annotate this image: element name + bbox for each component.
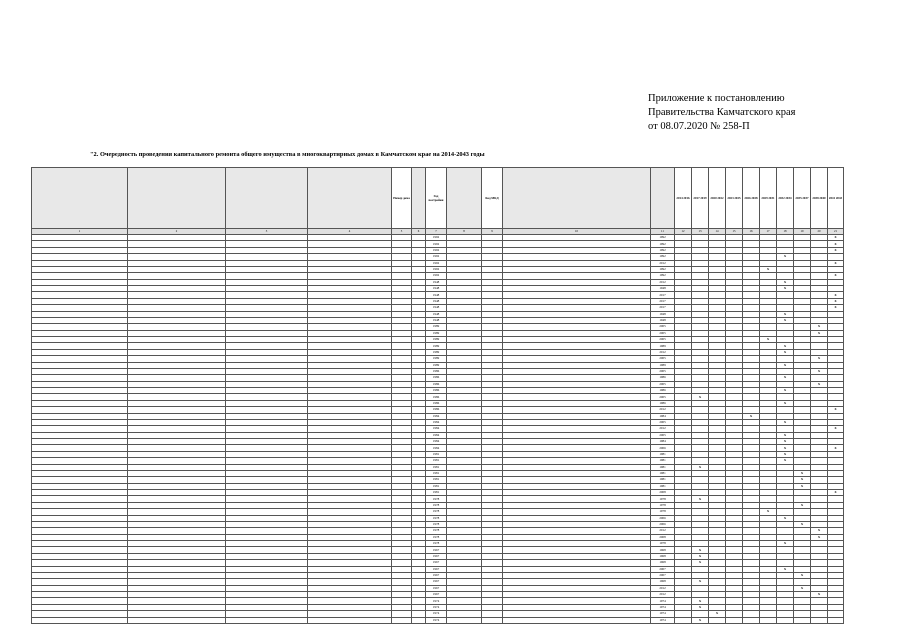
period-mark-cell bbox=[811, 617, 828, 623]
table-cell bbox=[503, 617, 651, 623]
header-cell: Номер дома bbox=[392, 168, 412, 229]
table-cell: 2012 bbox=[651, 528, 675, 534]
table-cell: 1992 bbox=[426, 260, 447, 266]
table-cell: 1986 bbox=[426, 388, 447, 394]
period-mark-cell: X bbox=[760, 509, 777, 515]
table-cell bbox=[32, 617, 128, 623]
period-mark-cell: X bbox=[828, 305, 844, 311]
attachment-line-1: Приложение к постановлению bbox=[648, 93, 785, 104]
table-cell: 1978 bbox=[426, 502, 447, 508]
table-cell: 1967 bbox=[426, 547, 447, 553]
table-cell: 1967 bbox=[426, 566, 447, 572]
period-mark-cell: X bbox=[777, 388, 794, 394]
table-cell: 1986 bbox=[651, 388, 675, 394]
period-mark-cell: X bbox=[777, 515, 794, 521]
column-number-cell: 16 bbox=[743, 229, 760, 235]
column-number-cell: 11 bbox=[651, 229, 675, 235]
table-cell: 1992 bbox=[426, 254, 447, 260]
table-cell: 2005 bbox=[651, 381, 675, 387]
period-mark-cell: X bbox=[777, 286, 794, 292]
table-cell: 1992 bbox=[651, 235, 675, 241]
table-cell: 2017 bbox=[651, 292, 675, 298]
period-mark-cell: X bbox=[777, 432, 794, 438]
period-mark-cell: X bbox=[794, 470, 811, 476]
table-cell: 1967 bbox=[426, 585, 447, 591]
period-mark-cell: X bbox=[692, 617, 709, 623]
table-cell: 1974 bbox=[426, 611, 447, 617]
table-cell: 1989 bbox=[426, 356, 447, 362]
header-cell bbox=[412, 168, 426, 229]
header-cell bbox=[651, 168, 675, 229]
table-cell: 2005 bbox=[651, 356, 675, 362]
table-cell: 1948 bbox=[426, 305, 447, 311]
table-cell: 1948 bbox=[651, 286, 675, 292]
header-cell: 2014 2016 bbox=[675, 168, 692, 229]
period-mark-cell: X bbox=[811, 528, 828, 534]
period-mark-cell: X bbox=[794, 502, 811, 508]
table-cell: 1948 bbox=[426, 311, 447, 317]
period-mark-cell: X bbox=[828, 407, 844, 413]
column-number-cell: 15 bbox=[726, 229, 743, 235]
table-cell bbox=[226, 617, 308, 623]
table-cell: 1992 bbox=[651, 273, 675, 279]
period-mark-cell: X bbox=[692, 560, 709, 566]
period-mark-cell: X bbox=[811, 324, 828, 330]
table-cell: 2005 bbox=[651, 324, 675, 330]
period-mark-cell: X bbox=[811, 592, 828, 598]
table-cell: 1974 bbox=[651, 617, 675, 623]
table-cell: 1992 bbox=[426, 241, 447, 247]
period-mark-cell: X bbox=[777, 400, 794, 406]
table-cell: 1981 bbox=[426, 490, 447, 496]
table-cell bbox=[482, 617, 503, 623]
table-cell: 1986 bbox=[426, 375, 447, 381]
period-mark-cell bbox=[760, 617, 777, 623]
table-cell: 1967 bbox=[426, 579, 447, 585]
table-cell: 1986 bbox=[426, 368, 447, 374]
period-mark-cell: X bbox=[811, 368, 828, 374]
table-cell: 1948 bbox=[426, 298, 447, 304]
period-mark-cell: X bbox=[777, 458, 794, 464]
table-cell: 1981 bbox=[426, 451, 447, 457]
header-cell: 2023 2025 bbox=[726, 168, 743, 229]
period-mark-cell: X bbox=[828, 445, 844, 451]
table-cell: 1992 bbox=[426, 247, 447, 253]
period-mark-cell: X bbox=[777, 375, 794, 381]
period-mark-cell: X bbox=[777, 279, 794, 285]
table-cell: 1981 bbox=[651, 458, 675, 464]
header-cell bbox=[226, 168, 308, 229]
table-cell bbox=[392, 617, 412, 623]
table-cell: 2012 bbox=[651, 592, 675, 598]
table-cell: 2012 bbox=[651, 407, 675, 413]
table-cell: 1967 bbox=[426, 553, 447, 559]
column-number-cell: 5 bbox=[392, 229, 412, 235]
table-cell: 2012 bbox=[651, 260, 675, 266]
period-mark-cell bbox=[675, 617, 692, 623]
period-mark-cell: X bbox=[777, 317, 794, 323]
table-cell: 1989 bbox=[426, 337, 447, 343]
table-cell: 1986 bbox=[426, 381, 447, 387]
table-cell: 1981 bbox=[651, 464, 675, 470]
table-cell: 1981 bbox=[426, 458, 447, 464]
header-cell: 2017 2019 bbox=[692, 168, 709, 229]
table-cell: 1974 bbox=[651, 604, 675, 610]
column-number-cell: 13 bbox=[692, 229, 709, 235]
period-mark-cell: X bbox=[811, 356, 828, 362]
period-mark-cell: X bbox=[828, 490, 844, 496]
period-mark-cell: X bbox=[777, 445, 794, 451]
period-mark-cell: X bbox=[692, 394, 709, 400]
period-mark-cell: X bbox=[777, 541, 794, 547]
header-cell: 2029 2031 bbox=[760, 168, 777, 229]
column-number-cell: 20 bbox=[811, 229, 828, 235]
column-number-cell: 17 bbox=[760, 229, 777, 235]
period-mark-cell: X bbox=[811, 330, 828, 336]
period-mark-cell: X bbox=[692, 598, 709, 604]
table-cell: 1986 bbox=[651, 375, 675, 381]
period-mark-cell: X bbox=[794, 477, 811, 483]
header-cell bbox=[128, 168, 226, 229]
table-cell: 2007 bbox=[651, 566, 675, 572]
table-cell: 1978 bbox=[426, 515, 447, 521]
header-cell: 2032 2034 bbox=[777, 168, 794, 229]
table-cell: 1978 bbox=[426, 528, 447, 534]
table-cell: 2006 bbox=[651, 521, 675, 527]
table-cell: 1978 bbox=[651, 502, 675, 508]
period-mark-cell: X bbox=[743, 413, 760, 419]
column-number-cell: 2 bbox=[128, 229, 226, 235]
column-number-cell: 21 bbox=[828, 229, 844, 235]
table-cell: 1978 bbox=[426, 534, 447, 540]
period-mark-cell bbox=[794, 617, 811, 623]
table-cell: 1984 bbox=[426, 445, 447, 451]
table-cell: 1984 bbox=[651, 413, 675, 419]
table-cell: 1948 bbox=[426, 279, 447, 285]
period-mark-cell bbox=[726, 617, 743, 623]
table-cell: 1984 bbox=[426, 439, 447, 445]
period-mark-cell: X bbox=[828, 273, 844, 279]
table-cell: 2005 bbox=[651, 432, 675, 438]
table-cell: 1967 bbox=[426, 592, 447, 598]
table-cell: 1981 bbox=[651, 477, 675, 483]
table-cell: 2005 bbox=[651, 330, 675, 336]
table-cell: 2005 bbox=[651, 337, 675, 343]
table-cell: 1974 bbox=[651, 598, 675, 604]
attachment-line-2: Правительства Камчатского края bbox=[648, 107, 796, 118]
table-cell: 1978 bbox=[651, 541, 675, 547]
period-mark-cell: X bbox=[811, 381, 828, 387]
column-number-cell: 7 bbox=[426, 229, 447, 235]
table-cell: 1978 bbox=[651, 496, 675, 502]
period-mark-cell: X bbox=[828, 298, 844, 304]
header-cell: Код МКД bbox=[482, 168, 503, 229]
table-cell: 1989 bbox=[426, 349, 447, 355]
period-mark-cell: X bbox=[692, 496, 709, 502]
column-number-cell: 4 bbox=[308, 229, 392, 235]
column-number-cell: 14 bbox=[709, 229, 726, 235]
table-cell: 1992 bbox=[651, 241, 675, 247]
table-cell: 1981 bbox=[426, 470, 447, 476]
table-cell: 1968 bbox=[651, 560, 675, 566]
period-mark-cell: X bbox=[794, 521, 811, 527]
period-mark-cell: X bbox=[777, 311, 794, 317]
repair-schedule-table bbox=[31, 167, 844, 624]
period-mark-cell: X bbox=[692, 579, 709, 585]
period-mark-cell: X bbox=[828, 292, 844, 298]
header-cell: 2041 2043 bbox=[828, 168, 844, 229]
period-mark-cell: X bbox=[777, 451, 794, 457]
table-cell: 1978 bbox=[426, 521, 447, 527]
table-cell: 1989 bbox=[426, 362, 447, 368]
column-number-cell: 3 bbox=[226, 229, 308, 235]
table-cell: 1974 bbox=[651, 611, 675, 617]
table-cell: 1948 bbox=[426, 292, 447, 298]
column-number-cell: 8 bbox=[447, 229, 482, 235]
column-number-cell: 18 bbox=[777, 229, 794, 235]
table-cell: 1984 bbox=[426, 419, 447, 425]
period-mark-cell: X bbox=[692, 547, 709, 553]
table-cell: 2012 bbox=[651, 426, 675, 432]
period-mark-cell: X bbox=[709, 611, 726, 617]
table-cell bbox=[308, 617, 392, 623]
period-mark-cell: X bbox=[760, 337, 777, 343]
table-cell: 1967 bbox=[426, 572, 447, 578]
table-cell: 2005 bbox=[651, 419, 675, 425]
period-mark-cell: X bbox=[777, 419, 794, 425]
period-mark-cell: X bbox=[794, 572, 811, 578]
period-mark-cell: X bbox=[811, 534, 828, 540]
table-cell: 1981 bbox=[426, 477, 447, 483]
period-mark-cell: X bbox=[828, 235, 844, 241]
header-cell: 2026 2028 bbox=[743, 168, 760, 229]
table-cell: 1978 bbox=[651, 509, 675, 515]
period-mark-cell: X bbox=[692, 553, 709, 559]
table-cell: 1992 bbox=[426, 235, 447, 241]
period-mark-cell: X bbox=[828, 241, 844, 247]
table-cell: 2012 bbox=[651, 349, 675, 355]
column-number-cell: 10 bbox=[503, 229, 651, 235]
header-cell: Год постройки bbox=[426, 168, 447, 229]
column-number-cell: 9 bbox=[482, 229, 503, 235]
table-cell: 1981 bbox=[651, 470, 675, 476]
table-cell: 2017 bbox=[651, 305, 675, 311]
header-cell: 2038 2040 bbox=[811, 168, 828, 229]
period-mark-cell: X bbox=[777, 343, 794, 349]
table-cell: 1992 bbox=[651, 266, 675, 272]
document-heading: "2. Очередность проведения капитального ремонта общего имущества в многоквартирных домах в Камчатском крае на 2014-2043 годы bbox=[90, 151, 485, 158]
table-cell: 1981 bbox=[651, 483, 675, 489]
table-cell: 1984 bbox=[426, 413, 447, 419]
table-cell: 1974 bbox=[426, 604, 447, 610]
table-cell: 1948 bbox=[426, 286, 447, 292]
table-cell: 2005 bbox=[651, 368, 675, 374]
attachment-line-3: от 08.07.2020 № 258-П bbox=[648, 121, 750, 132]
table-cell bbox=[412, 617, 426, 623]
header-cell: 2020 2022 bbox=[709, 168, 726, 229]
period-mark-cell: X bbox=[794, 585, 811, 591]
table-cell: 2008 bbox=[651, 534, 675, 540]
period-mark-cell bbox=[743, 617, 760, 623]
table-cell: 1948 bbox=[651, 311, 675, 317]
table-cell: 1948 bbox=[426, 317, 447, 323]
table-cell: 2006 bbox=[651, 515, 675, 521]
table-cell: 1967 bbox=[426, 560, 447, 566]
table-cell: 1986 bbox=[651, 400, 675, 406]
table-cell: 1978 bbox=[426, 509, 447, 515]
table-cell bbox=[447, 617, 482, 623]
table-cell: 2006 bbox=[651, 445, 675, 451]
period-mark-cell bbox=[828, 617, 844, 623]
table-cell: 1968 bbox=[651, 553, 675, 559]
table-cell: 1989 bbox=[651, 343, 675, 349]
table-cell bbox=[128, 617, 226, 623]
table-cell: 1984 bbox=[426, 432, 447, 438]
table-cell: 1989 bbox=[426, 330, 447, 336]
column-number-cell: 6 bbox=[412, 229, 426, 235]
table-cell: 1986 bbox=[426, 407, 447, 413]
header-cell bbox=[32, 168, 128, 229]
table-cell: 1984 bbox=[426, 426, 447, 432]
period-mark-cell bbox=[709, 617, 726, 623]
table-cell: 1981 bbox=[426, 483, 447, 489]
table-cell: 2008 bbox=[651, 490, 675, 496]
column-number-cell: 19 bbox=[794, 229, 811, 235]
table-cell: 1948 bbox=[651, 317, 675, 323]
table-cell: 1974 bbox=[426, 617, 447, 623]
table-cell: 1989 bbox=[426, 324, 447, 330]
column-number-cell: 12 bbox=[675, 229, 692, 235]
header-cell bbox=[503, 168, 651, 229]
period-mark-cell: X bbox=[692, 604, 709, 610]
period-mark-cell: X bbox=[828, 260, 844, 266]
table-cell: 1986 bbox=[426, 400, 447, 406]
header-cell bbox=[447, 168, 482, 229]
table-cell: 1992 bbox=[651, 247, 675, 253]
period-mark-cell: X bbox=[777, 439, 794, 445]
table-row bbox=[32, 617, 844, 623]
table-cell: 1989 bbox=[426, 343, 447, 349]
period-mark-cell bbox=[777, 617, 794, 623]
table-cell: 2012 bbox=[651, 585, 675, 591]
period-mark-cell: X bbox=[794, 483, 811, 489]
period-mark-cell: X bbox=[777, 254, 794, 260]
table-cell: 1992 bbox=[651, 254, 675, 260]
table-cell: 2005 bbox=[651, 394, 675, 400]
header-cell bbox=[308, 168, 392, 229]
header-row bbox=[32, 168, 844, 229]
table-cell: 1989 bbox=[651, 362, 675, 368]
table-cell: 1981 bbox=[426, 464, 447, 470]
table-cell: 2012 bbox=[651, 279, 675, 285]
period-mark-cell: X bbox=[777, 566, 794, 572]
table-cell: 1968 bbox=[651, 547, 675, 553]
table-cell: 2007 bbox=[651, 572, 675, 578]
table-cell: 1968 bbox=[651, 579, 675, 585]
attachment-note bbox=[648, 92, 888, 134]
column-number-cell: 1 bbox=[32, 229, 128, 235]
period-mark-cell: X bbox=[760, 266, 777, 272]
table-cell: 2017 bbox=[651, 298, 675, 304]
period-mark-cell: X bbox=[777, 349, 794, 355]
period-mark-cell: X bbox=[777, 362, 794, 368]
header-cell: 2035 2037 bbox=[794, 168, 811, 229]
period-mark-cell: X bbox=[692, 464, 709, 470]
table-cell: 1978 bbox=[426, 541, 447, 547]
table-cell: 1986 bbox=[426, 394, 447, 400]
table-cell: 1974 bbox=[426, 598, 447, 604]
table-cell: 1981 bbox=[651, 451, 675, 457]
period-mark-cell: X bbox=[828, 426, 844, 432]
period-mark-cell: X bbox=[828, 247, 844, 253]
table-cell: 1992 bbox=[426, 273, 447, 279]
table-cell: 1992 bbox=[426, 266, 447, 272]
table-cell: 1978 bbox=[426, 496, 447, 502]
table-cell: 1984 bbox=[651, 439, 675, 445]
